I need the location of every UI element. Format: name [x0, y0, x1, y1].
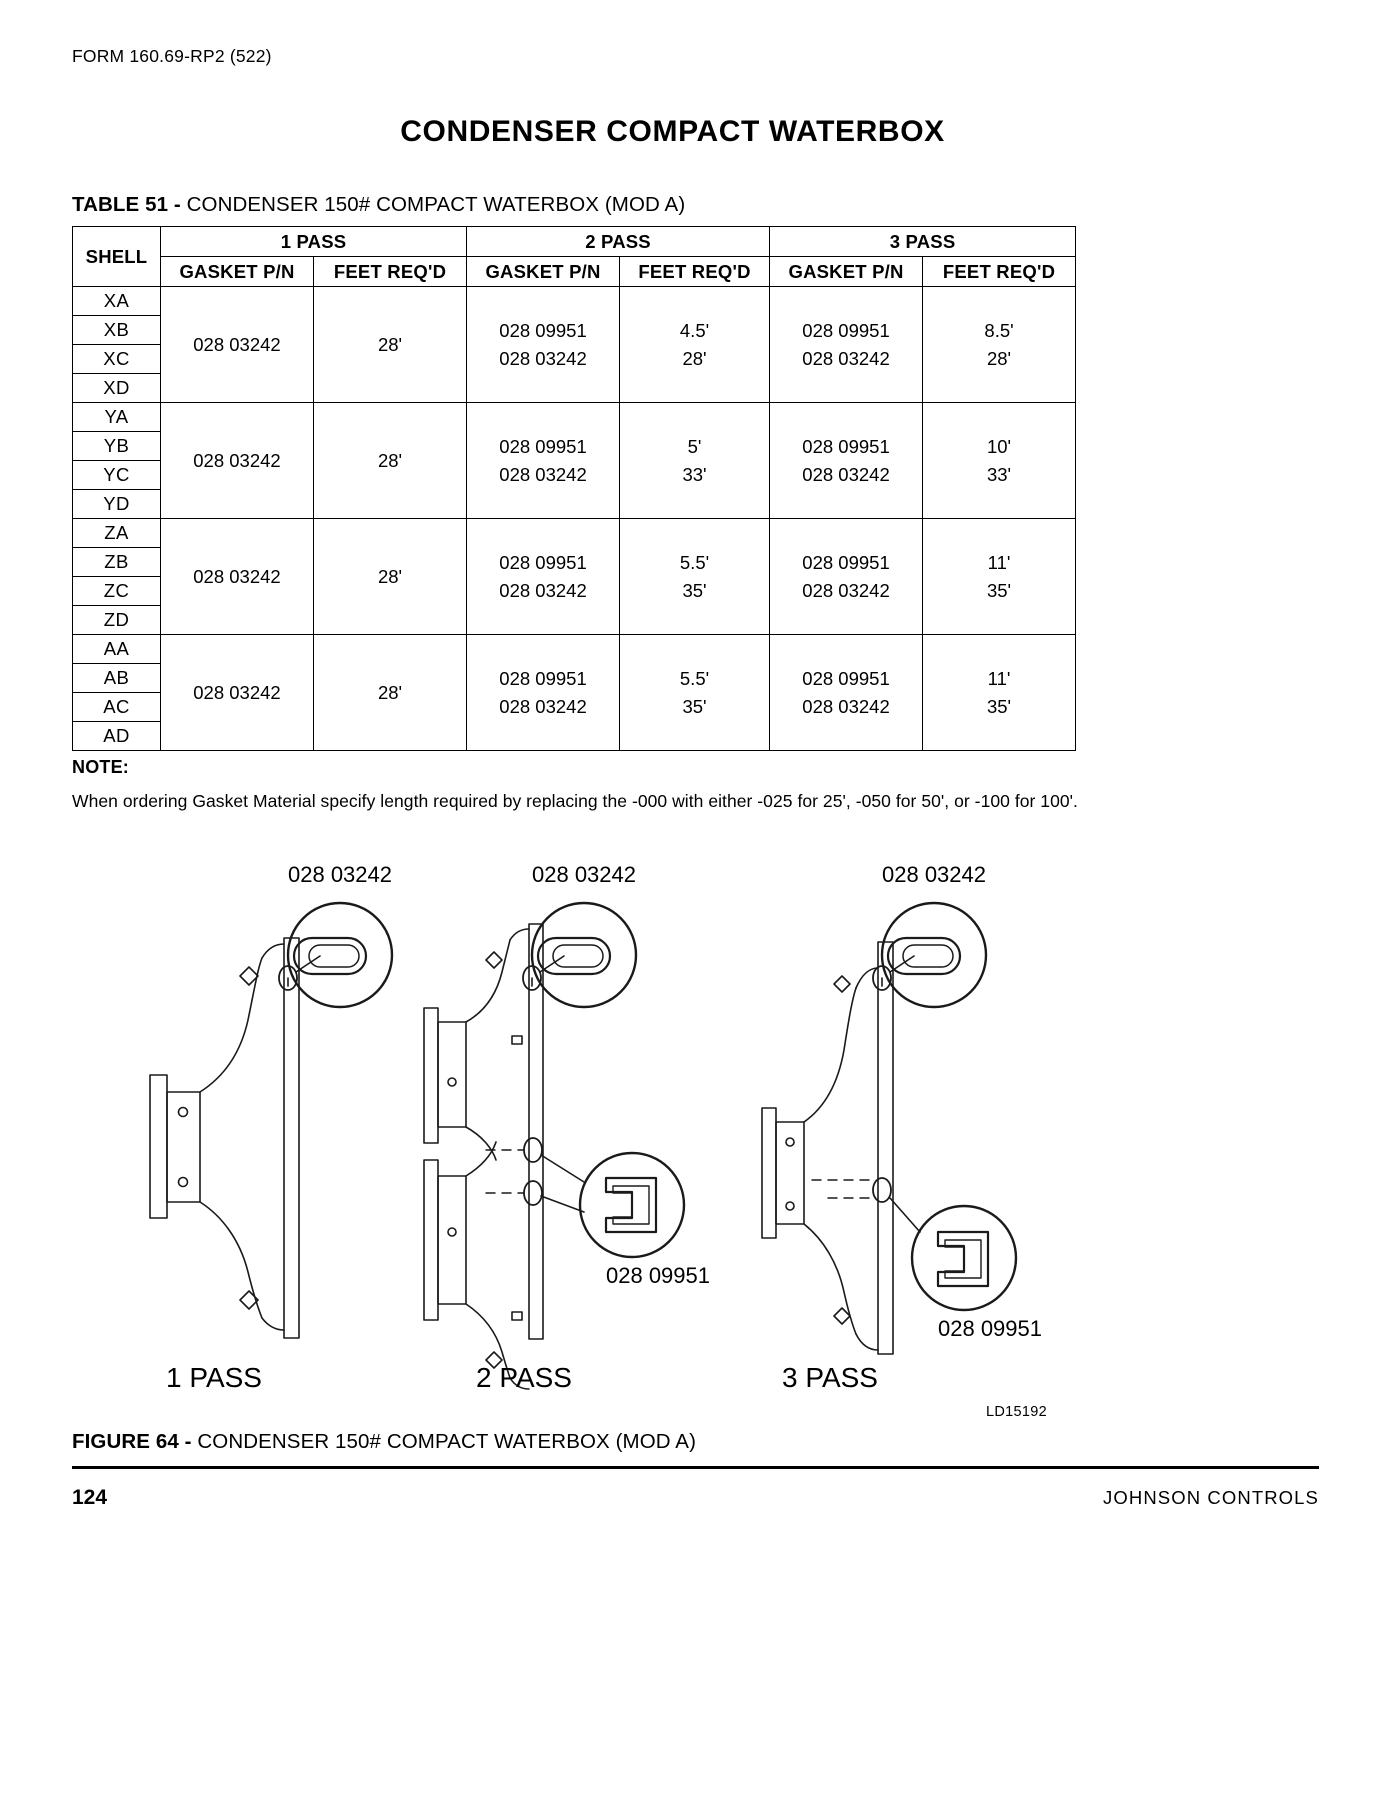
cell-shell: XA — [73, 287, 161, 316]
cell-shell: AD — [73, 722, 161, 751]
cell-line: 028 09951 — [802, 435, 890, 457]
cell-line: 028 03242 — [193, 565, 281, 587]
cell-line: 28' — [377, 333, 403, 355]
cell-2pass-gasket-pn — [467, 635, 620, 751]
cell-line: 028 03242 — [499, 463, 587, 485]
diagram-1-pass — [150, 903, 392, 1338]
cell-shell: YA — [73, 403, 161, 432]
cell-shell: AA — [73, 635, 161, 664]
cell-2pass-gasket-pn — [467, 403, 620, 519]
table-row — [73, 287, 1076, 316]
cell-shell: YC — [73, 461, 161, 490]
column-header-gasket-pn-2: GASKET P/N — [467, 257, 620, 287]
cell-1pass-feet — [314, 403, 467, 519]
note-title: NOTE: — [72, 757, 129, 777]
figure-label-2-pass: 2 PASS — [476, 1362, 572, 1393]
callout-top-right: 028 03242 — [882, 862, 986, 887]
cell-1pass-gasket-pn — [161, 519, 314, 635]
column-header-gasket-pn-1: GASKET P/N — [161, 257, 314, 287]
table-row — [73, 635, 1076, 664]
cell-line: 11' — [987, 551, 1011, 573]
cell-line: 028 03242 — [499, 579, 587, 601]
footer-divider — [72, 1466, 1319, 1469]
callout-top-left: 028 03242 — [288, 862, 392, 887]
cell-line: 28' — [682, 347, 707, 369]
cell-line: 35' — [682, 579, 707, 601]
cell-3pass-feet — [923, 635, 1076, 751]
cell-line: 028 03242 — [802, 463, 890, 485]
column-header-2-pass: 2 PASS — [467, 227, 770, 257]
cell-line: 028 03242 — [193, 333, 281, 355]
cell-line: 33' — [986, 463, 1012, 485]
cell-line: 35' — [986, 579, 1012, 601]
cell-line: 028 09951 — [499, 551, 587, 573]
table-caption-lead: TABLE 51 - — [72, 193, 187, 216]
column-header-feet-reqd-3: FEET REQ'D — [923, 257, 1076, 287]
cell-line: 28' — [377, 449, 403, 471]
cell-line: 028 09951 — [802, 551, 890, 573]
cell-line: 28' — [986, 347, 1012, 369]
cell-1pass-gasket-pn — [161, 635, 314, 751]
cell-line: 028 03242 — [499, 695, 587, 717]
figure-caption — [72, 1430, 1319, 1454]
cell-3pass-gasket-pn — [770, 403, 923, 519]
cell-line: 28' — [377, 565, 403, 587]
column-header-feet-reqd-2: FEET REQ'D — [620, 257, 770, 287]
cell-line: 028 09951 — [499, 435, 587, 457]
cell-line: 5.5' — [679, 667, 710, 689]
column-header-shell: SHELL — [73, 227, 161, 287]
cell-line: 028 03242 — [802, 579, 890, 601]
callout-middle-lower: 028 09951 — [606, 1263, 710, 1288]
page-footer — [72, 1486, 1319, 1510]
cell-shell: YB — [73, 432, 161, 461]
cell-shell: XD — [73, 374, 161, 403]
column-header-gasket-pn-3: GASKET P/N — [770, 257, 923, 287]
page-title: CONDENSER COMPACT WATERBOX — [400, 115, 945, 148]
cell-line: 028 03242 — [802, 347, 890, 369]
callout-top-middle: 028 03242 — [532, 862, 636, 887]
column-header-feet-reqd-1: FEET REQ'D — [314, 257, 467, 287]
diagram-3-pass — [762, 903, 1016, 1354]
drawing-code: LD15192 — [986, 1404, 1047, 1420]
cell-2pass-feet — [620, 519, 770, 635]
figure-caption-lead: FIGURE 64 - — [72, 1430, 198, 1453]
cell-2pass-gasket-pn — [467, 519, 620, 635]
table-caption — [72, 193, 1319, 217]
table-body — [73, 287, 1076, 751]
cell-1pass-feet — [314, 635, 467, 751]
cell-line: 028 03242 — [193, 681, 281, 703]
table-caption-text: CONDENSER 150# COMPACT WATERBOX (MOD A) — [186, 193, 686, 216]
cell-3pass-feet — [923, 403, 1076, 519]
waterbox-diagram-svg — [72, 860, 1075, 1420]
waterbox-gasket-table — [72, 226, 1076, 751]
table-row — [73, 519, 1076, 548]
cell-shell: AB — [73, 664, 161, 693]
figure-label-1-pass: 1 PASS — [166, 1362, 262, 1393]
cell-shell: ZA — [73, 519, 161, 548]
note-body: When ordering Gasket Material specify length required by replacing the -000 with either -025 for 25', -050 for 50', or -100 for 100'. — [72, 791, 1078, 811]
cell-2pass-feet — [620, 635, 770, 751]
cell-line: 10' — [986, 435, 1012, 457]
cell-1pass-gasket-pn — [161, 287, 314, 403]
cell-2pass-feet — [620, 287, 770, 403]
figure-caption-text: CONDENSER 150# COMPACT WATERBOX (MOD A) — [197, 1430, 697, 1453]
cell-line: 028 09951 — [499, 667, 587, 689]
cell-line: 5.5' — [679, 551, 710, 573]
cell-line: 35' — [986, 695, 1012, 717]
cell-line: 28' — [377, 681, 403, 703]
cell-shell: ZB — [73, 548, 161, 577]
cell-1pass-gasket-pn — [161, 403, 314, 519]
table-row — [73, 403, 1076, 432]
cell-3pass-gasket-pn — [770, 287, 923, 403]
column-header-1-pass: 1 PASS — [161, 227, 467, 257]
cell-line: 5' — [687, 435, 702, 457]
cell-shell: AC — [73, 693, 161, 722]
cell-line: 8.5' — [984, 319, 1014, 341]
cell-shell: YD — [73, 490, 161, 519]
cell-1pass-feet — [314, 519, 467, 635]
cell-3pass-feet — [923, 287, 1076, 403]
cell-line: 028 09951 — [802, 667, 890, 689]
table-header-row-passes — [73, 227, 1076, 257]
cell-line: 11' — [987, 667, 1011, 689]
cell-2pass-feet — [620, 403, 770, 519]
figure-label-3-pass: 3 PASS — [782, 1362, 878, 1393]
cell-3pass-gasket-pn — [770, 635, 923, 751]
cell-line: 028 09951 — [802, 319, 890, 341]
cell-1pass-feet — [314, 287, 467, 403]
cell-shell: XC — [73, 345, 161, 374]
cell-line: 33' — [682, 463, 707, 485]
cell-shell: ZD — [73, 606, 161, 635]
table-header-row-subcolumns — [73, 257, 1076, 287]
cell-2pass-gasket-pn — [467, 287, 620, 403]
cell-line: 028 09951 — [499, 319, 587, 341]
cell-shell: XB — [73, 316, 161, 345]
figure-illustration — [72, 860, 1075, 1420]
brand-name: JOHNSON CONTROLS — [1103, 1487, 1319, 1508]
cell-3pass-gasket-pn — [770, 519, 923, 635]
page-number: 124 — [72, 1486, 108, 1509]
cell-3pass-feet — [923, 519, 1076, 635]
cell-line: 35' — [682, 695, 707, 717]
form-identifier: FORM 160.69-RP2 (522) — [72, 46, 272, 66]
cell-line: 4.5' — [679, 319, 710, 341]
callout-right-lower: 028 09951 — [938, 1316, 1042, 1341]
cell-line: 028 03242 — [802, 695, 890, 717]
diagram-2-pass — [424, 903, 684, 1389]
cell-shell: ZC — [73, 577, 161, 606]
column-header-3-pass: 3 PASS — [770, 227, 1076, 257]
cell-line: 028 03242 — [499, 347, 587, 369]
cell-line: 028 03242 — [193, 449, 281, 471]
